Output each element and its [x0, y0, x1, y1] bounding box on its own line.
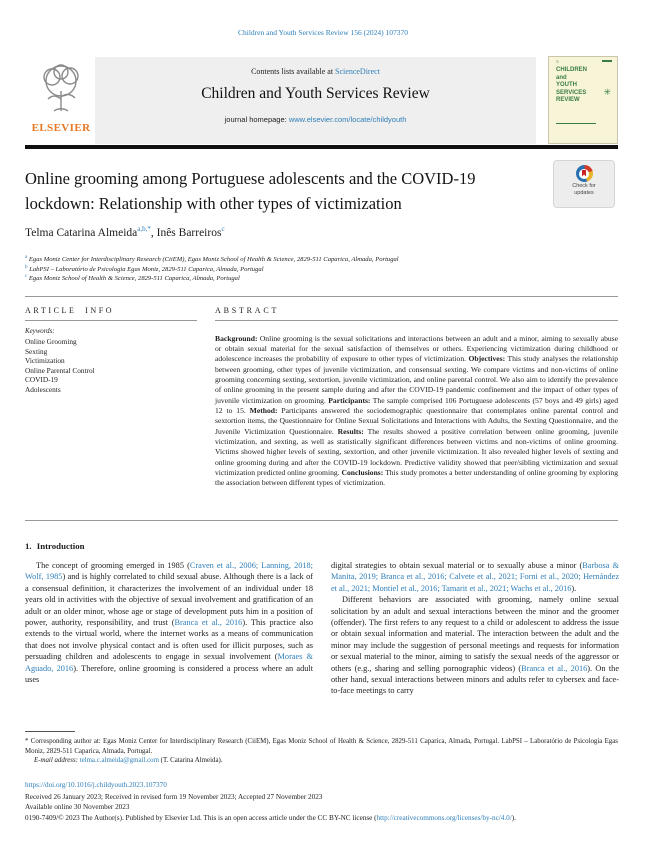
footnote-text: * Corresponding author at: Egas Moniz Center for Interdisciplinary Research (CiiEM), Egas Moniz School of Health & Science, 2829-511 Caparica, Almada, Portugal. LabPSI – Laboratório de Psicologia Egas Moniz, 2829-511 Caparica, Almada, Portugal. — [25, 738, 618, 755]
intro-paragraph: Different behaviors are associated with grooming, namely online sexual solicitation by an adult and sexual interactions between the minor and the groomer (offender). The first refers to any request to a child or adolescent to address the issue or obtain sexual information and material. The interaction between the adult and the minor may include the suggestion of personal meetings and requests for information or sexual material to the minor, aiming to satisfy the sexual needs of the aggressor or others (e.g., sharing and selling pornographic videos) (Branca et al., 2016). On the other hand, sexual interactions between minors and adults refer to cybersex and face-to-face meetings to carry — [331, 595, 619, 696]
abstract-heading: ABSTRACT — [215, 306, 280, 315]
affiliation-line: $^a$ Egas Moniz Center for Interdisciplinary Research (CiiEM), Egas Moniz School of Health & Science, 2829-511 Caparica, Almada, Portugal — [25, 254, 399, 263]
body-column-right — [331, 560, 619, 697]
cover-subtitle-rule — [556, 123, 596, 124]
keyword: Adolescents — [25, 384, 61, 394]
keyword: COVID-19 — [25, 375, 58, 385]
abstract-text: Background: Online grooming is the sexual solicitations and interactions between an adult and a minor, aiming to sexually abuse or obtain sexual material for the sexual satisfaction of themselves or others. Experiencing victimization during childhood or adolescence increases the probability of exposure to other types of victimization. Objectives: This study analyses the relationship between grooming, other types of juvenile victimization, and consensual sexting. We compare victims and non-victims of online grooming concerning sexting, sextortion, juvenile victimization, and online parental control. We also aim to identify the prevalence of online grooming in the present sample during and after the COVID-19 pandemic confinement and the impact of other types of juvenile victimization on grooming. Participants: The sample comprised 106 Portuguese adolescents (57 boys and 49 girls) aged 12 to 15. Method: Participants answered the sociodemographic questionnaire that contemplates online parental control and sextortion items, the Questionnaire for Online Sexual Solicitations and Interactions with Adults, the Sexting Questionnaire, and the Juvenile Victimization Questionnaire. Results: The results showed a positive correlation between online grooming, juvenile victimization, and sexting, as well as statistically significant differences between victims and non-victims of online grooming. Victims showed higher levels of sexting, sextortion, and other juvenile victimization. It also revealed higher levels of sexting and online grooming during and after the COVID-19 lockdown. Predictive validity showed that peer/sibling victimization and sexual victimization predicted online grooming. Conclusions: This study promotes a better understanding of online grooming by exploring the association between different types of victimization. — [215, 333, 618, 488]
body-column-left — [25, 560, 313, 685]
journal-title: Children and Youth Services Review — [201, 85, 430, 102]
copyright-line: 0190-7409/© 2023 The Author(s). Published by Elsevier Ltd. This is an open access article under the CC BY-NC license (http://creativecommons.org/licenses/by-nc/4.0/). — [25, 814, 516, 822]
cover-title-line: CHILDREN — [556, 67, 587, 73]
header-divider-bar — [25, 145, 618, 149]
cover-title-line: SERVICES — [556, 89, 587, 96]
footnote-rule — [25, 731, 75, 732]
cover-title-line: and — [556, 74, 567, 81]
contents-prefix: Contents lists available at — [251, 67, 336, 76]
cover-title-line: REVIEW — [556, 97, 580, 103]
doi-link[interactable]: https://doi.org/10.1016/j.childyouth.2023.107370 — [25, 781, 167, 789]
homepage-link[interactable]: www.elsevier.com/locate/childyouth — [288, 115, 407, 124]
affiliation-line: $^b$ LabPSI – Laboratório de Psicologia Egas Moniz, 2829-511 Caparica, Almada, Portugal — [25, 264, 264, 273]
intro-paragraph: The concept of grooming emerged in 1985 (Craven et al., 2006; Lanning, 2018; Wolf, 1985) and is highly correlated to child sexual abuse. Although there is a lack of a consensual definition, it characterizes the involvement of an individual under 18 years old in activities with the objective of sexual involvement and gratification of an adult or an older minor, whose age or stage of development puts him in a position of power, authority, responsibility, and trust (Branca et al., 2016). This practice also extends to the virtual world, where the internet works as a means of communication that does not involve physical contact and is often used for illicit purposes, such as persuading children and adolescents to engage in sexual involvement (Moraes & Aguado, 2016). Therefore, online grooming is considered a process where an adult uses — [25, 561, 314, 685]
journal-cover-thumbnail[interactable] — [548, 56, 618, 144]
cover-title-line: YOUTH — [556, 82, 577, 88]
affiliations — [25, 255, 399, 284]
introduction-heading: 1. Introduction — [25, 541, 85, 551]
available-online: Available online 30 November 2023 — [25, 803, 130, 811]
sciencedirect-link[interactable]: ScienceDirect — [335, 67, 380, 76]
cover-corner-mark: ≡ — [556, 60, 559, 65]
elsevier-tree-icon — [34, 61, 88, 117]
elsevier-logo[interactable] — [27, 59, 95, 143]
article-info-rule — [25, 320, 197, 321]
keyword: Sexting — [25, 346, 48, 356]
affiliation-line: $^c$ Egas Moniz School of Health & Science, 2829-511 Caparica, Almada, Portugal — [25, 273, 240, 282]
elsevier-wordmark: ELSEVIER — [31, 122, 91, 134]
cover-flower-icon: ✳ — [603, 87, 611, 97]
journal-reference: Children and Youth Services Review 156 (2024) 107370 — [238, 28, 408, 37]
received-dates: Received 26 January 2023; Received in revised form 19 November 2023; Accepted 27 November 2023 — [25, 793, 323, 801]
journal-header-box — [95, 57, 536, 144]
check-for-updates-badge[interactable] — [553, 160, 615, 208]
keyword: Online Grooming — [25, 337, 77, 346]
badge-label: Check for updates — [572, 183, 596, 196]
cover-corner-bar — [602, 60, 612, 62]
keyword: Online Parental Control — [25, 365, 95, 375]
article-title: Online grooming among Portuguese adolescents and the COVID-19 lockdown: Relationship with other types of victimization — [25, 169, 476, 213]
intro-paragraph: digital strategies to obtain sexual material or to sexually abuse a minor (Barbosa & Manita, 2019; Branca et al., 2016; Calvete et al., 2021; Forni et al., 2020; Hernández et al., 2021; Montiel et al., 2016; Tamarit et al., 2021; Wachs et al., 2016). — [331, 561, 619, 593]
crossmark-icon — [576, 165, 593, 182]
article-info-heading: ARTICLE INFO — [25, 306, 115, 315]
abstract-bottom-rule — [25, 520, 618, 521]
keyword: Victimization — [25, 356, 65, 366]
corresponding-author-footnote — [25, 737, 618, 766]
author-list: Telma Catarina Almeida$^{a,b,*}$, Inês Barreiros$^c$ — [25, 225, 225, 239]
contents-line — [95, 67, 536, 76]
keywords-list — [25, 337, 95, 395]
keywords-label: Keywords: — [25, 328, 55, 335]
section-divider — [25, 296, 618, 297]
homepage-line — [95, 115, 536, 124]
email-line: E-mail address: telma.c.almeida@gmail.com (T. Catarina Almeida). — [34, 757, 223, 765]
homepage-label: journal homepage: — [224, 115, 289, 124]
abstract-rule — [215, 320, 618, 321]
